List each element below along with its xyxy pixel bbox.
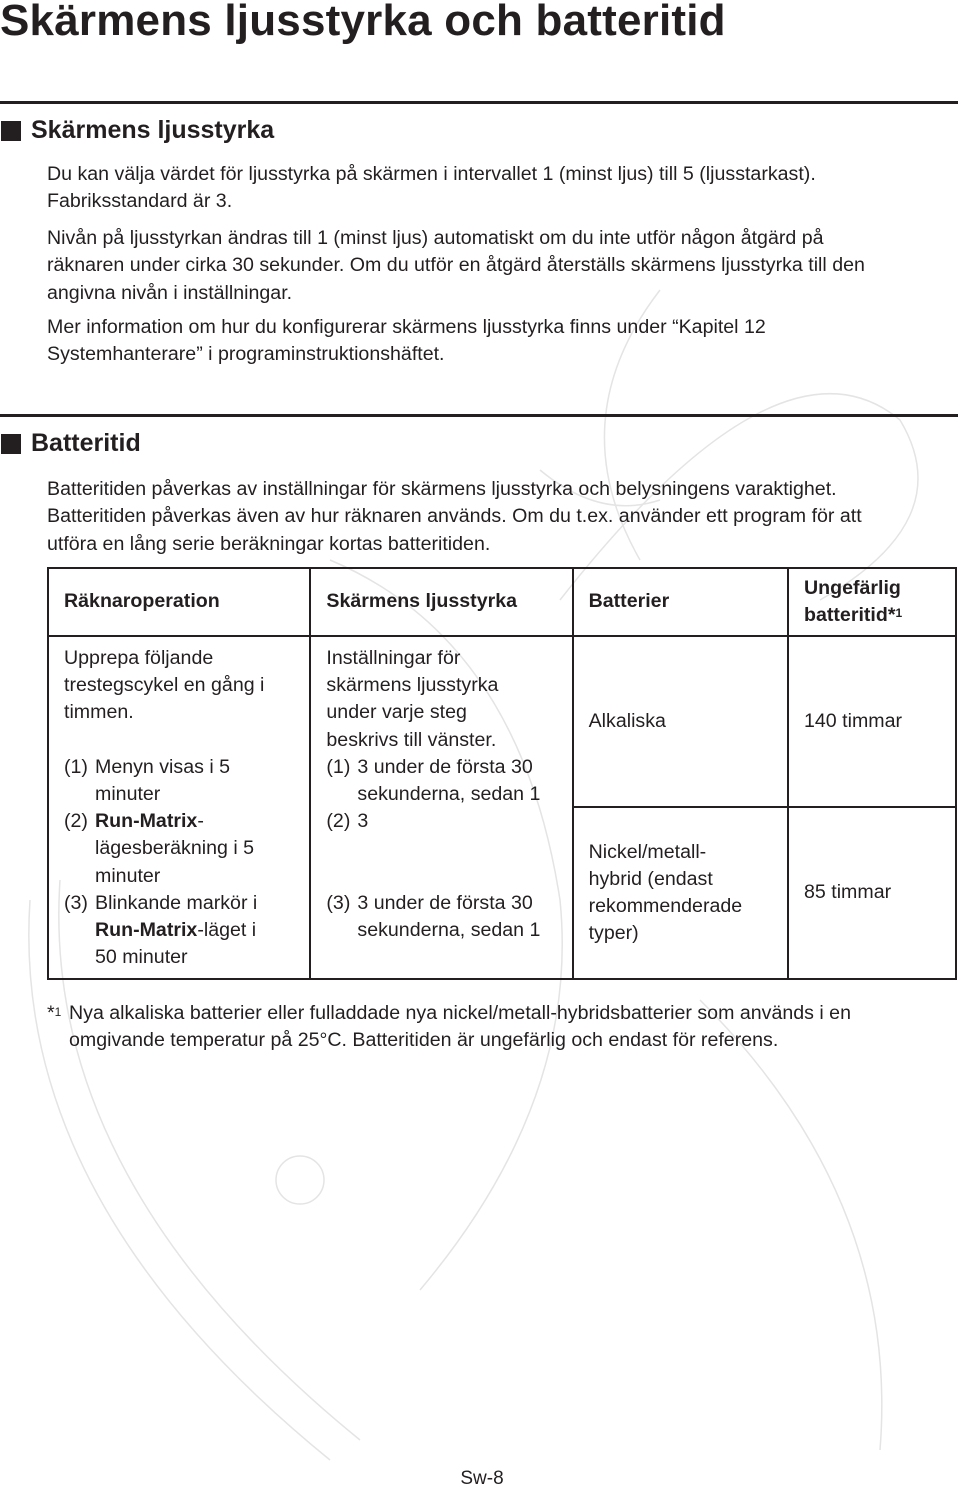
step-number: (1): [64, 755, 88, 778]
footnote: [47, 1000, 957, 1055]
spacer: [326, 863, 571, 890]
bold-term: Run-Matrix: [95, 810, 198, 833]
text-line: hybrid (endast: [588, 867, 713, 890]
bold-term: Run-Matrix: [95, 919, 198, 942]
text-line: 3 under de första 30: [357, 755, 533, 778]
brightness-step-2: [326, 808, 571, 835]
text-line: Nickel/metall-: [588, 840, 707, 863]
step-text: [357, 890, 540, 944]
battery-life-table: [47, 567, 957, 980]
operation-step-3: [64, 890, 309, 972]
step-number: (1): [326, 755, 351, 778]
footnote-mark: [47, 1000, 69, 1055]
text-line: Mer information om hur du konfigurerar skärmens ljusstyrka finns under “Kapitel 12: [47, 316, 766, 338]
text-line: trestegscykel en gång i: [64, 674, 265, 697]
step-number: (2): [64, 810, 88, 833]
text-line: Menyn visas i 5: [95, 755, 231, 778]
table-row: [48, 636, 956, 807]
step-text: [357, 754, 540, 808]
text-line: räknaren under cirka 30 sekunder. Om du utför en åtgärd återställs skärmens ljusstyrka till den: [47, 254, 865, 277]
text-line: Batteritiden påverkas även av hur räknaren används. Om du t.ex. använder ett program för att: [47, 505, 862, 528]
step-text: [95, 754, 230, 808]
header-line: [804, 602, 955, 629]
text-fragment: -: [197, 810, 204, 833]
step-text: [95, 808, 254, 890]
text-line: [95, 808, 254, 835]
page-number: Sw-8: [460, 1468, 504, 1489]
text-line: minuter: [95, 864, 161, 887]
text-line: beskrivs till vänster.: [326, 728, 497, 751]
spacer: [64, 727, 309, 754]
text-line: Blinkande markör i: [95, 891, 258, 914]
square-bullet-icon: [1, 121, 21, 141]
step-number: (3): [326, 891, 351, 914]
header-brightness: Skärmens ljusstyrka: [310, 568, 572, 636]
cell-life-nimh: 85 timmar: [788, 807, 956, 979]
text-line: Nivån på ljusstyrkan ändras till 1 (minst ljus) automatiskt om du inte utför någon åtgärd på: [47, 227, 824, 249]
text-line: under varje steg: [326, 701, 467, 724]
battery-paragraph: [47, 476, 957, 558]
brightness-paragraph-1: [47, 161, 957, 216]
square-bullet-icon: [1, 434, 21, 454]
brightness-step-1: [326, 754, 571, 808]
page-title: Skärmens ljusstyrka och batteritid: [0, 0, 726, 45]
section-heading-text: Batteritid: [31, 429, 141, 457]
text-line: 3 under de första 30: [357, 891, 533, 914]
cell-battery-nimh: [573, 807, 788, 979]
step-number: (2): [326, 810, 351, 833]
footnote-ref: 1: [895, 606, 903, 620]
cell-operation: [48, 636, 310, 979]
header-battery-life: [788, 568, 956, 636]
step-text: [357, 808, 368, 835]
text-line: minuter: [95, 783, 161, 805]
header-batteries: Batterier: [573, 568, 788, 636]
brightness-step-3: [326, 890, 571, 944]
text-line: utföra en lång serie beräkningar kortas batteritiden.: [47, 532, 491, 555]
text-line: Fabriksstandard är 3.: [47, 190, 233, 213]
text-line: skärmens ljusstyrka: [326, 674, 499, 697]
section-heading-text: Skärmens ljusstyrka: [31, 116, 275, 144]
text-line: Systemhanterare” i programinstruktionshäftet.: [47, 343, 445, 366]
text-line: Du kan välja värdet för ljusstyrka på skärmen i intervallet 1 (minst ljus) till 5 (ljusstarkast).: [47, 163, 816, 185]
section-heading-battery: [0, 429, 141, 458]
text-line: Nya alkaliska batterier eller fulladdade nya nickel/metall-hybridsbatterier som används i en: [69, 1002, 851, 1024]
section-divider: [0, 101, 958, 104]
text-line: omgivande temperatur på 25°C. Batteritiden är ungefärlig och endast för referens.: [69, 1029, 779, 1052]
footnote-asterisk: *: [47, 1002, 55, 1024]
text-line: sekunderna, sedan 1: [357, 919, 541, 941]
step-text: [95, 890, 257, 972]
text-line: lägesberäkning i 5: [95, 837, 255, 860]
text-line: angivna nivån i inställningar.: [47, 281, 293, 304]
text-line: Inställningar för: [326, 647, 461, 669]
operation-step-1: [64, 754, 309, 808]
cell-battery-alkaline: Alkaliska: [573, 636, 788, 807]
text-line: [95, 917, 257, 944]
text-fragment: -läget i: [197, 919, 257, 942]
text-line: 3: [357, 810, 369, 833]
text-line: sekunderna, sedan 1: [357, 783, 541, 806]
header-text: batteritid*: [804, 604, 896, 626]
section-heading-brightness: [0, 116, 274, 145]
footnote-number: 1: [54, 1005, 62, 1019]
brightness-paragraph-3: [47, 314, 957, 369]
text-line: 50 minuter: [95, 946, 188, 969]
text-line: timmen.: [64, 701, 134, 724]
text-line: rekommenderade: [588, 895, 743, 917]
spacer: [326, 835, 571, 862]
header-operation: Räknaroperation: [48, 568, 310, 636]
text-line: Batteritiden påverkas av inställningar för skärmens ljusstyrka och belysningens varaktighet.: [47, 478, 837, 500]
text-line: typer): [588, 922, 639, 945]
cell-brightness: [310, 636, 572, 979]
header-line: Ungefärlig: [804, 576, 901, 599]
footnote-text: [69, 1000, 851, 1055]
table-header-row: [48, 568, 956, 636]
brightness-paragraph-2: [47, 225, 957, 307]
step-number: (3): [64, 891, 88, 914]
operation-step-2: [64, 808, 309, 890]
text-line: Upprepa följande: [64, 647, 214, 669]
cell-life-alkaline: 140 timmar: [788, 636, 956, 807]
section-divider: [0, 414, 958, 417]
